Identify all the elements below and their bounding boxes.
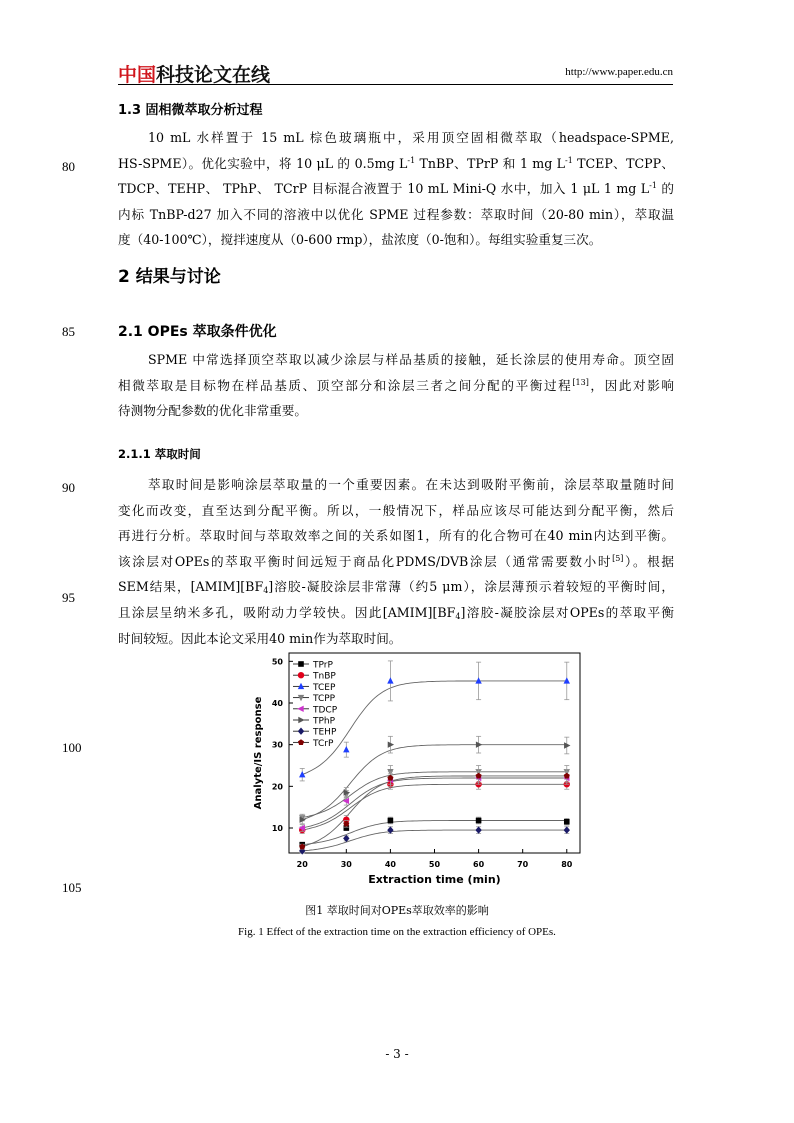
text-line: SPME 中常选择顶空萃取以减少涂层与样品基质的接触，延长涂层的使用寿命。顶空固	[148, 352, 674, 367]
line-number: 90	[62, 480, 75, 495]
series-tcep	[299, 661, 570, 781]
section-heading-2: 2 结果与讨论	[118, 267, 221, 287]
x-tick-label: 70	[517, 860, 529, 869]
fit-curve-tprp	[302, 821, 567, 845]
data-point	[388, 741, 394, 747]
data-point	[476, 741, 482, 747]
y-axis-label: Analyte/IS response	[253, 696, 264, 810]
series-tcpp	[299, 766, 570, 822]
text-line: 待测物分配参数的优化非常重要。	[118, 403, 307, 419]
line-number: 105	[62, 880, 82, 895]
y-tick-label: 20	[271, 782, 283, 792]
figure-caption-cn: 图1 萃取时间对OPEs萃取效率的影响	[305, 904, 489, 917]
plot-area	[253, 653, 580, 886]
data-point	[475, 677, 481, 683]
logo-black-text: 科技论文在线	[156, 64, 271, 86]
legend-marker	[298, 717, 304, 723]
legend-label: TPrP	[313, 660, 333, 671]
line-number: 85	[62, 324, 75, 339]
y-tick-label: 40	[271, 699, 283, 708]
legend-label: TCrP	[313, 738, 334, 749]
text-line: 时间较短。因此本论文采用40 min作为萃取时间。	[118, 630, 402, 646]
text-line: 再进行分析。萃取时间与萃取效率之间的关系如图1，所有的化合物可在40 min内达到平衡。	[118, 528, 674, 544]
data-point	[476, 818, 482, 824]
data-point	[299, 771, 305, 777]
data-point	[476, 773, 482, 779]
section-heading-1-3: 1.3 固相微萃取分析过程	[118, 103, 263, 118]
x-tick-label: 50	[428, 860, 441, 869]
legend-marker	[298, 728, 304, 735]
data-point	[387, 826, 393, 833]
y-tick-label: 30	[271, 740, 283, 750]
text-line: 度（40-100℃），搅拌速度从（0-600 rmp），盐浓度（0-饱和）。每组实验重复三次。	[118, 232, 602, 248]
series-tprp	[299, 817, 569, 847]
line-number: 95	[62, 590, 75, 605]
line-number: 100	[62, 740, 82, 755]
data-point	[564, 826, 570, 833]
legend-marker	[298, 672, 304, 678]
legend-label: TDCP	[313, 705, 338, 716]
fit-curve-tcep	[302, 681, 567, 775]
text-line: 萃取时间是影响涂层萃取量的一个重要因素。在未达到吸附平衡前，涂层萃取量随时间	[148, 477, 674, 492]
legend-label: TEHP	[313, 727, 337, 738]
text-line: 该涂层对OPEs的萃取平衡时间远短于商品化PDMS/DVB涂层（通常需要数小时[5]）。根据	[118, 553, 674, 569]
x-tick-label: 20	[296, 860, 308, 869]
series-tcrp	[299, 770, 570, 850]
figure-caption-en: Fig. 1 Effect of the extraction time on the extraction efficiency of OPEs.	[238, 926, 556, 938]
data-point	[387, 677, 393, 683]
data-point	[564, 742, 570, 748]
legend-marker	[298, 739, 304, 745]
legend-label: TnBP	[313, 671, 336, 682]
legend-marker	[298, 695, 304, 701]
logo-red-text: 中国	[118, 64, 157, 86]
fit-curve-tnbp	[302, 784, 567, 830]
extraction-time-chart	[230, 648, 590, 893]
data-point	[564, 773, 570, 779]
x-axis-label: Extraction time (min)	[368, 873, 501, 886]
page-number: - 3 -	[385, 1047, 409, 1061]
x-tick-label: 30	[340, 860, 352, 869]
fit-curve-tphp	[302, 745, 567, 820]
legend-marker	[297, 706, 303, 712]
legend-marker	[298, 683, 304, 689]
series-tnbp	[299, 779, 570, 833]
line-number: 80	[62, 159, 75, 174]
section-heading-2-1: 2.1 OPEs 萃取条件优化	[118, 324, 277, 340]
fit-curve-tehp	[302, 830, 567, 851]
citation: [13]	[572, 377, 589, 387]
citation: [5]	[612, 553, 624, 563]
x-tick-label: 40	[384, 860, 396, 869]
data-point	[388, 818, 394, 824]
series-tphp	[300, 736, 571, 824]
section-heading-2-1-1: 2.1.1 萃取时间	[118, 447, 201, 461]
data-point	[343, 746, 349, 752]
section-2-1-body	[118, 347, 674, 424]
text-line: 且涂层呈纳米多孔，吸附动力学较快。因此$[AMIM][BF_4]$溶胶-凝胶涂层对OPEs的萃取平衡	[118, 604, 675, 621]
series-tdcp	[299, 772, 570, 832]
legend-marker	[298, 661, 304, 667]
legend-label: TCEP	[313, 682, 336, 693]
data-point	[564, 819, 570, 825]
section-2-1-1-body	[118, 472, 674, 651]
section-1-3-body	[118, 125, 674, 253]
text-line: 变化而改变，直至达到分配平衡。所以，一般情况下，样品应该尽可能达到分配平衡，然后	[118, 502, 674, 518]
header-rule	[118, 84, 673, 85]
legend-label: TPhP	[313, 716, 336, 727]
text-line: SEM结果，$[AMIM][BF_4]$溶胶-凝胶涂层非常薄（约5 μm），涂层薄预示着较短的平衡时间，	[118, 579, 674, 596]
text-line: HS-SPME）。优化实验中，将 10 μL 的 0.5mg $L^{-1}$ TnBP、TPrP 和 1 mg $L^{-1}$ TCEP、TCPP、	[118, 155, 674, 171]
text-line: 10 mL 水样置于 15 mL 棕色玻璃瓶中，采用顶空固相微萃取（headspace-SPME,	[148, 130, 674, 145]
x-tick-label: 60	[473, 860, 485, 869]
header-url[interactable]: http://www.paper.edu.cn	[565, 66, 673, 78]
data-point	[475, 826, 481, 833]
legend-label: TCPP	[313, 694, 336, 705]
y-tick-label: 10	[271, 824, 283, 833]
data-point	[564, 677, 570, 683]
legend	[293, 661, 338, 749]
y-tick-label: 50	[271, 657, 283, 667]
text-line: 内标 TnBP-d27 加入不同的溶液中以优化 SPME 过程参数：萃取时间（20-80 min），萃取温	[118, 206, 674, 222]
text-line: 相微萃取是目标物在样品基质、顶空部分和涂层三者之间分配的平衡过程[13]，因此对影响	[118, 377, 675, 393]
text-line: TDCP、TEHP、 TPhP、 TCrP 目标混合液置于 10 mL Mini-Q 水中，加入 1 μL 1 mg $L^{-1}$ 的	[118, 181, 674, 197]
x-tick-label: 80	[561, 860, 573, 869]
journal-logo	[118, 60, 270, 87]
